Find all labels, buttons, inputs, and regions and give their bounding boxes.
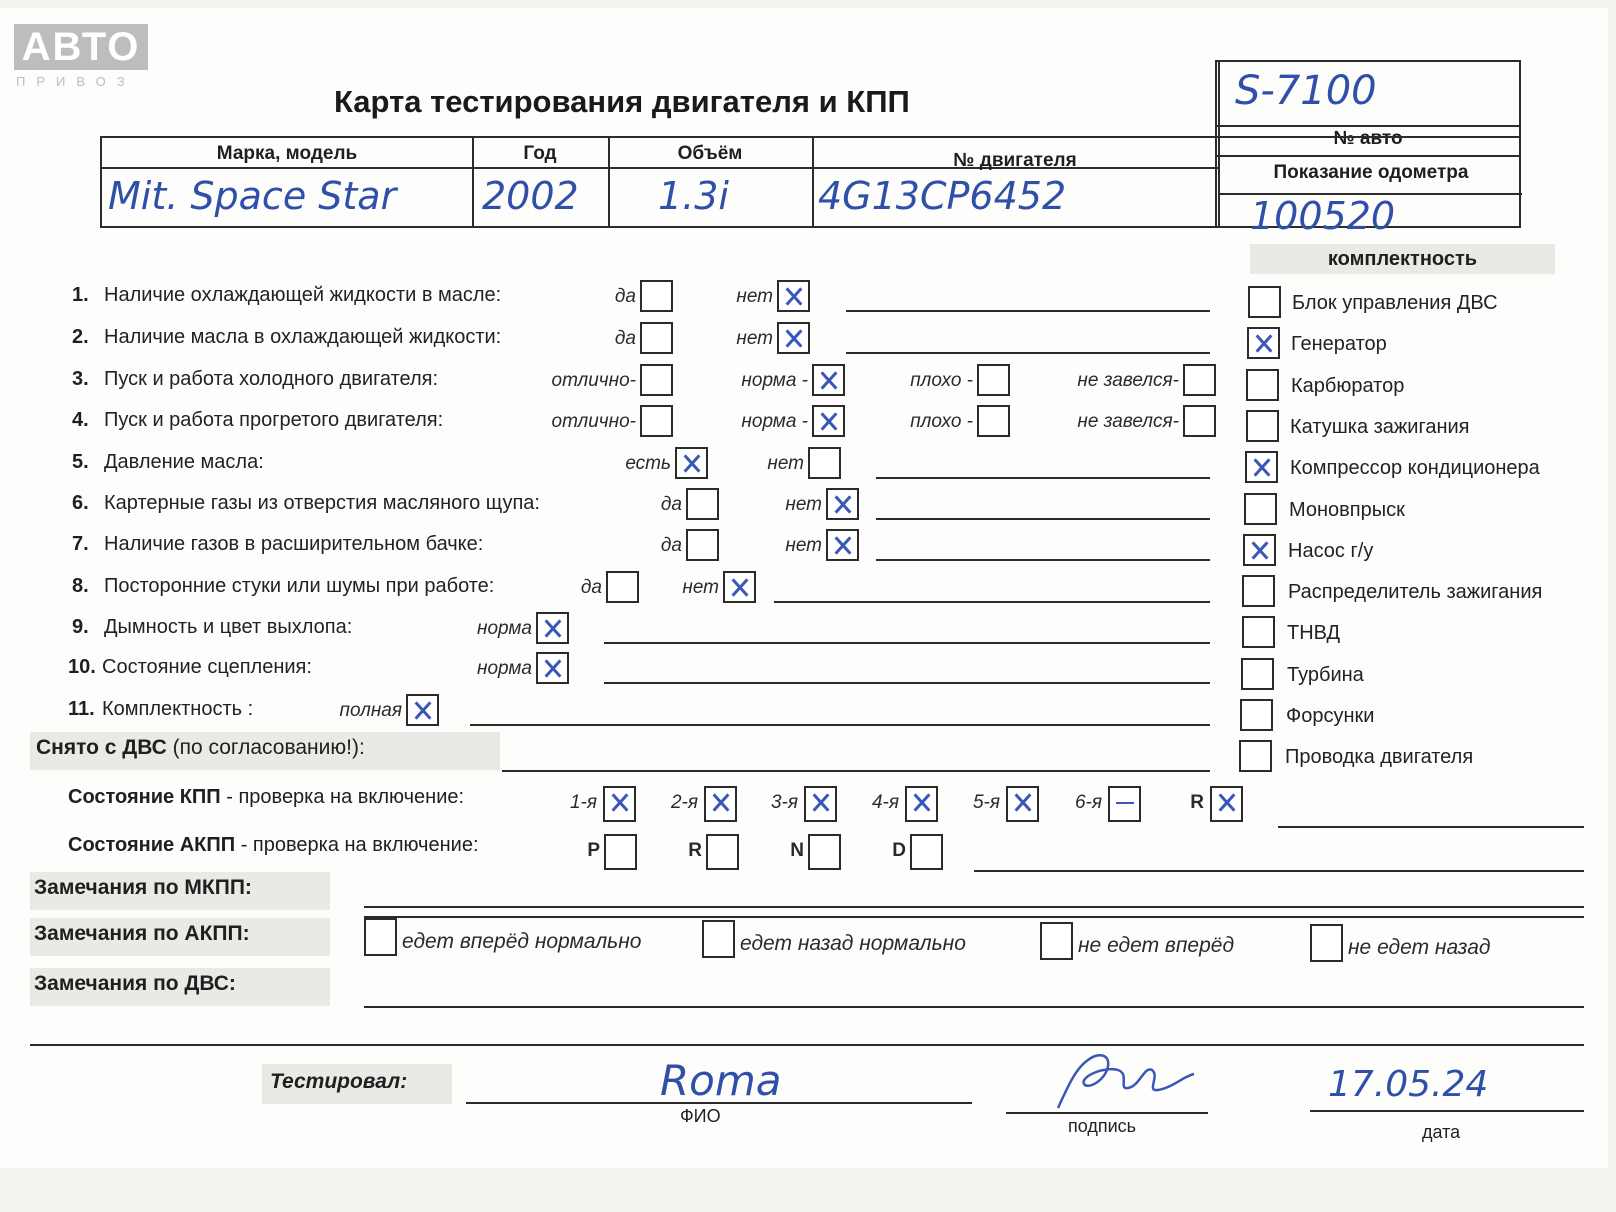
akpp-remark-checkbox[interactable] [364, 918, 397, 956]
check-option-label: плохо - [910, 411, 973, 432]
check-option-label: норма [477, 618, 532, 639]
removed-line[interactable] [502, 770, 1210, 772]
check-option-label: нет [736, 328, 773, 349]
completeness-label: ТНВД [1287, 622, 1341, 644]
check-note-line[interactable] [876, 559, 1210, 561]
akpp-label: Состояние АКПП - проверка на включение: [68, 834, 479, 856]
kpp-gear-checkbox[interactable] [804, 786, 837, 822]
akpp-remark-checkbox[interactable] [1310, 924, 1343, 962]
removed-from-engine-label: Снято с ДВС (по согласованию!): [36, 736, 365, 759]
check-option-label: нет [682, 577, 719, 598]
akpp-gear-label: N [790, 840, 804, 861]
kpp-gear-label: 4-я [871, 792, 899, 813]
check-option-checkbox[interactable] [812, 364, 845, 396]
akpp-remark-checkbox[interactable] [1040, 922, 1073, 960]
completeness-label: Насос г/у [1288, 540, 1374, 562]
check-note-line[interactable] [876, 518, 1210, 520]
akpp-remarks-line[interactable] [364, 916, 1584, 918]
signature-line[interactable] [1006, 1112, 1208, 1114]
check-option-checkbox[interactable] [640, 280, 673, 312]
check-option-checkbox[interactable] [640, 364, 673, 396]
check-option-checkbox[interactable] [826, 529, 859, 561]
kpp-gear-checkbox[interactable] [905, 786, 938, 822]
check-question: Дымность и цвет выхлопа: [104, 616, 353, 638]
check-option-checkbox[interactable] [675, 447, 708, 479]
check-note-line[interactable] [604, 682, 1210, 684]
kpp-gear-label: 1-я [569, 792, 597, 813]
completeness-checkbox[interactable] [1242, 575, 1275, 607]
check-option-label: да [580, 577, 602, 598]
col-volume: Объём [677, 143, 743, 164]
kpp-gear-label: R [1190, 792, 1204, 813]
auto-number-value: S-7100 [1235, 68, 1377, 114]
check-option-checkbox[interactable] [406, 694, 439, 726]
check-option-checkbox[interactable] [826, 488, 859, 520]
check-note-line[interactable] [846, 310, 1210, 312]
test-card-sheet [0, 8, 1608, 1168]
kpp-line[interactable] [1278, 826, 1584, 828]
akpp-gear-checkbox[interactable] [808, 834, 841, 870]
dvs-remarks-line[interactable] [364, 1006, 1584, 1008]
fio-label: ФИО [680, 1106, 721, 1126]
dvs-remarks-label: Замечания по ДВС: [34, 972, 236, 995]
avtoprivoz-logo: АВТО [14, 24, 148, 70]
check-option-label: отлично- [551, 411, 636, 432]
odometer-value: 100520 [1250, 194, 1396, 238]
check-number: 11. [68, 698, 95, 720]
kpp-gear-label: 3-я [770, 792, 798, 813]
completeness-checkbox[interactable] [1239, 740, 1272, 772]
check-number: 8. [72, 575, 89, 597]
completeness-checkbox[interactable] [1241, 658, 1274, 690]
check-option-checkbox[interactable] [977, 364, 1010, 396]
signature-label: подпись [1068, 1116, 1137, 1136]
check-number: 4. [72, 409, 89, 431]
completeness-label: Блок управления ДВС [1292, 292, 1498, 314]
check-option-checkbox[interactable] [777, 322, 810, 354]
completeness-checkbox[interactable] [1243, 534, 1276, 566]
col-year: Год [523, 143, 557, 164]
check-number: 9. [72, 616, 89, 638]
check-option-label: не завелся- [1077, 370, 1179, 391]
check-option-label: да [660, 535, 682, 556]
akpp-remark-option-label: едет вперёд нормально [402, 930, 642, 953]
completeness-checkbox[interactable] [1242, 616, 1275, 648]
check-option-label: нет [736, 286, 773, 307]
akpp-gear-label: D [892, 840, 906, 861]
vehicle-info-table [100, 136, 1521, 238]
kpp-gear-checkbox[interactable] [704, 786, 737, 822]
check-option-label: да [614, 286, 636, 307]
completeness-checkbox[interactable] [1246, 410, 1279, 442]
akpp-gear-checkbox[interactable] [706, 834, 739, 870]
col-odometer: Показание одометра [1273, 162, 1469, 183]
date-label: дата [1422, 1122, 1461, 1142]
check-number: 2. [72, 326, 89, 348]
completeness-checkbox[interactable] [1248, 286, 1281, 318]
completeness-label: Форсунки [1286, 705, 1375, 727]
check-option-checkbox[interactable] [640, 405, 673, 437]
kpp-gear-label: 2-я [670, 792, 698, 813]
check-question: Состояние сцепления: [102, 656, 312, 678]
kpp-gear-label: 5-я [972, 792, 1000, 813]
mkpp-remarks-label: Замечания по МКПП: [34, 876, 252, 899]
auto-number-label: № авто [1333, 128, 1403, 149]
check-option-checkbox[interactable] [812, 405, 845, 437]
check-option-label: норма - [741, 370, 808, 391]
completeness-label: Распределитель зажигания [1288, 581, 1543, 603]
kpp-gear-checkbox[interactable] [603, 786, 636, 822]
kpp-label: Состояние КПП - проверка на включение: [68, 786, 465, 808]
check-number: 6. [72, 492, 89, 514]
completeness-checkbox[interactable] [1247, 327, 1280, 359]
akpp-remark-option-label: не едет вперёд [1078, 934, 1235, 957]
check-option-label: нет [767, 453, 804, 474]
completeness-title: комплектность [1327, 248, 1478, 270]
check-option-checkbox[interactable] [686, 488, 719, 520]
check-question: Комплектность : [102, 698, 254, 720]
check-option-checkbox[interactable] [777, 280, 810, 312]
completeness-label: Карбюратор [1291, 375, 1405, 397]
check-option-checkbox[interactable] [1183, 405, 1216, 437]
year-value: 2002 [482, 174, 579, 218]
date-line[interactable] [1310, 1110, 1584, 1112]
check-option-checkbox[interactable] [606, 571, 639, 603]
check-question: Картерные газы из отверстия масляного щупа: [104, 492, 540, 514]
kpp-gear-label: 6-я [1074, 792, 1102, 813]
check-option-label: полная [339, 700, 402, 721]
check-note-line[interactable] [774, 601, 1210, 603]
check-note-line[interactable] [846, 352, 1210, 354]
akpp-remark-option-label: едет назад нормально [740, 932, 966, 955]
page-title: Карта тестирования двигателя и КПП [334, 84, 910, 119]
check-question: Наличие масла в охлаждающей жидкости: [104, 326, 502, 348]
check-option-label: не завелся- [1077, 411, 1179, 432]
check-question: Пуск и работа холодного двигателя: [104, 368, 439, 390]
check-option-label: нет [785, 494, 822, 515]
akpp-remark-checkbox[interactable] [702, 920, 735, 958]
akpp-line[interactable] [974, 870, 1584, 872]
engine-number-value: 4G13CP6452 [818, 174, 1067, 218]
signature-icon [1048, 1046, 1198, 1116]
check-option-label: есть [625, 453, 671, 474]
completeness-checkbox[interactable] [1245, 451, 1278, 483]
check-option-checkbox[interactable] [536, 612, 569, 644]
kpp-gear-checkbox[interactable] [1108, 786, 1141, 822]
completeness-label: Турбина [1287, 664, 1364, 686]
completeness-label: Компрессор кондиционера [1290, 457, 1540, 479]
check-option-checkbox[interactable] [977, 405, 1010, 437]
completeness-label: Моновпрыск [1289, 499, 1405, 521]
check-number: 5. [72, 451, 89, 473]
tested-by-label: Тестировал: [270, 1070, 408, 1093]
check-note-line[interactable] [876, 477, 1210, 479]
check-option-label: да [614, 328, 636, 349]
logo-subtitle: ПРИВОЗ [16, 74, 136, 89]
check-question: Наличие охлаждающей жидкости в масле: [104, 284, 502, 306]
mkpp-remarks-line[interactable] [364, 906, 1584, 908]
check-option-checkbox[interactable] [1183, 364, 1216, 396]
completeness-label: Генератор [1291, 333, 1387, 355]
check-question: Пуск и работа прогретого двигателя: [104, 409, 444, 431]
check-question: Наличие газов в расширительном бачке: [104, 533, 484, 555]
col-engine-no: № двигателя [953, 150, 1077, 171]
akpp-gear-checkbox[interactable] [910, 834, 943, 870]
kpp-gear-checkbox[interactable] [1210, 786, 1243, 822]
check-number: 10. [68, 656, 96, 678]
check-option-label: отлично- [551, 370, 636, 391]
completeness-label: Катушка зажигания [1290, 416, 1470, 438]
kpp-gear-checkbox[interactable] [1006, 786, 1039, 822]
check-option-checkbox[interactable] [686, 529, 719, 561]
check-number: 3. [72, 368, 89, 390]
check-option-label: да [660, 494, 682, 515]
completeness-checkbox[interactable] [1246, 369, 1279, 401]
completeness-checkbox[interactable] [1240, 699, 1273, 731]
completeness-label: Проводка двигателя [1285, 746, 1474, 768]
check-note-line[interactable] [604, 642, 1210, 644]
col-make-model: Марка, модель [216, 143, 358, 164]
check-option-label: норма [477, 658, 532, 679]
volume-value: 1.3i [658, 174, 729, 218]
akpp-remark-option-label: не едет назад [1348, 936, 1491, 959]
akpp-remarks-label: Замечания по АКПП: [34, 922, 250, 945]
akpp-gear-label: R [688, 840, 702, 861]
date-value: 17.05.24 [1328, 1064, 1489, 1105]
make-model-value: Mit. Space Star [108, 174, 397, 218]
check-question: Давление масла: [104, 451, 264, 473]
akpp-gear-label: P [587, 840, 600, 861]
check-option-checkbox[interactable] [536, 652, 569, 684]
completeness-checkbox[interactable] [1244, 493, 1277, 525]
check-option-label: нет [785, 535, 822, 556]
check-option-label: плохо - [910, 370, 973, 391]
check-option-checkbox[interactable] [808, 447, 841, 479]
check-option-checkbox[interactable] [640, 322, 673, 354]
check-number: 7. [72, 533, 89, 555]
check-note-line[interactable] [470, 724, 1210, 726]
check-question: Посторонние стуки или шумы при работе: [104, 575, 495, 597]
check-option-label: норма - [741, 411, 808, 432]
check-number: 1. [72, 284, 89, 306]
dvs-remarks-line-2[interactable] [30, 1044, 1584, 1046]
akpp-gear-checkbox[interactable] [604, 834, 637, 870]
fio-value: Roma [660, 1056, 782, 1105]
check-option-checkbox[interactable] [723, 571, 756, 603]
